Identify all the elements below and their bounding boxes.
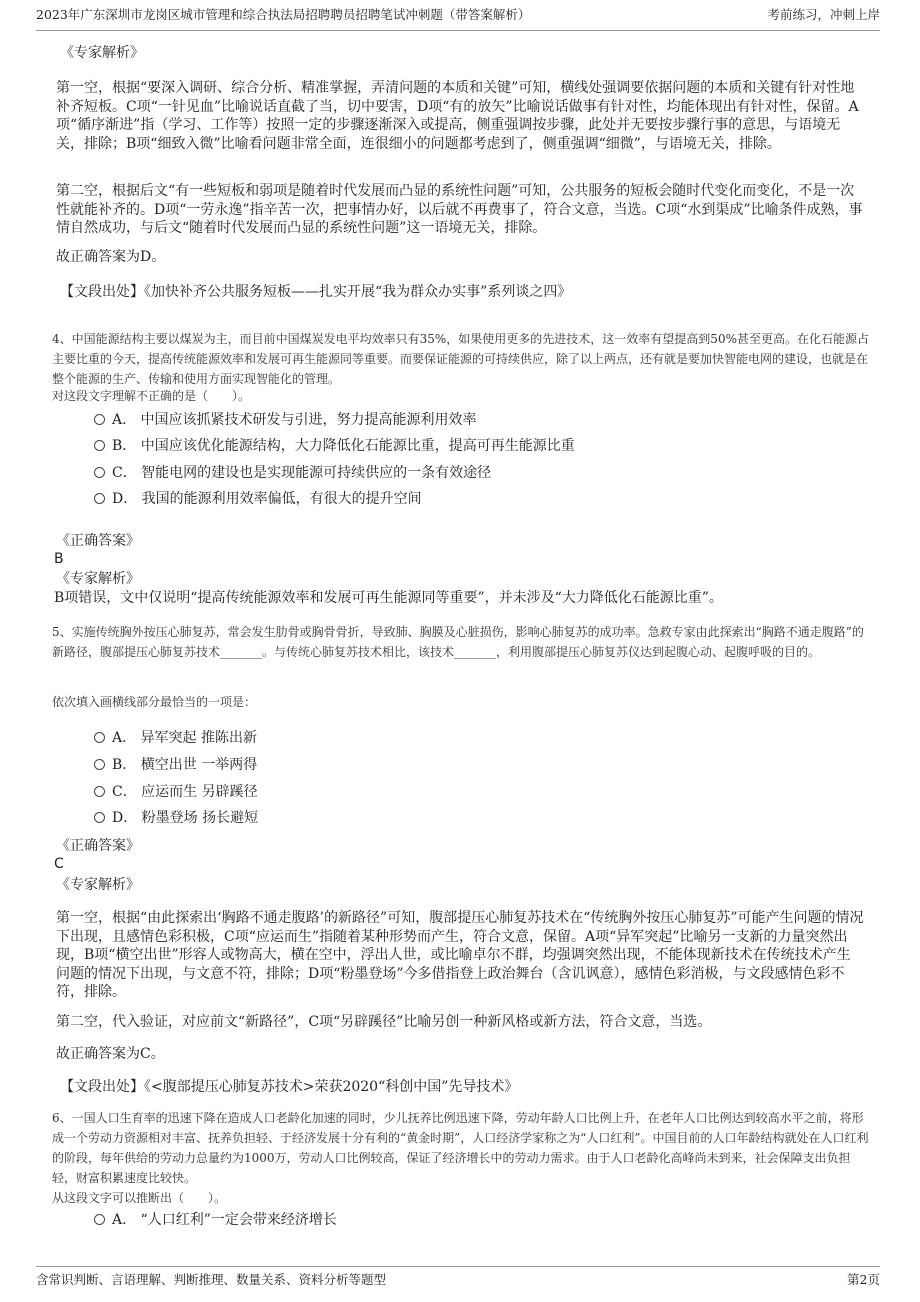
- q4-analysis-label: 《专家解析》: [56, 571, 140, 587]
- q4-option-c[interactable]: [94, 463, 491, 483]
- q5-option-a[interactable]: [94, 728, 257, 748]
- q4-stem: 4、中国能源结构主要以煤炭为主，而目前中国煤炭发电平均效率只有35%，如果使用更多的先进技术，这一效率有望提高到50%甚至更高。在化石能源占主要比重的今天，提高传统能源效率和发展可再生能源同等重要。而要保证能源的可持续供应，除了以上两点，还有就是要加快智能电网的建设，也就是在整个能源的生产、传输和使用方面实现智能化的管理。: [52, 332, 869, 386]
- q5-analysis-paragraph-1: 第一空，根据“由此探索出‘胸路不通走腹路’的新路径”可知，腹部提压心肺复苏技术在“传统胸外按压心肺复苏”可能产生问题的情况下出现，且感情色彩积极，C项“应运而生”指随着某种形势而产生，符合文意，保留。A项“异军突起”比喻另一支新的力量突然出现，B项“横空出世”形容人或物高大，横在空中，浮出人世，或比喻卓尔不群，均强调突然出现，不能体现新技术在传统技术产生问题的情况下出现，与文意不符，排除；D项“粉墨登场”今多借指登上政治舞台（含讥讽意），感情色彩消极，与文段感情色彩不符，排除。: [56, 910, 864, 1001]
- q3-analysis-label: 《专家解析》: [60, 45, 144, 61]
- q5-answer-label: 《正确答案》: [56, 838, 140, 854]
- q4-answer-label: 《正确答案》: [56, 533, 140, 549]
- page-footer: [36, 1266, 880, 1295]
- radio-icon[interactable]: [94, 493, 105, 504]
- q6-question: 从这段文字可以推断出（ ）。: [52, 1191, 227, 1205]
- q5-analysis-paragraph-2: 第二空，代入验证，对应前文“新路径”，C项“另辟蹊径”比喻另创一种新风格或新方法，符合文意，当选。: [56, 1014, 712, 1030]
- q5-option-c[interactable]: [94, 782, 258, 802]
- radio-icon[interactable]: [94, 732, 105, 743]
- q5-option-a-text: A． 异军突起 推陈出新: [112, 730, 258, 746]
- page-number: 第2页: [847, 1272, 880, 1287]
- radio-icon[interactable]: [94, 786, 105, 797]
- page-header: [36, 0, 880, 31]
- q4-option-a-text: A． 中国应该抓紧技术研发与引进，努力提高能源利用效率: [112, 412, 477, 428]
- q3-conclusion: 故正确答案为D。: [56, 249, 166, 265]
- q4-question: 对这段文字理解不正确的是（ ）。: [52, 389, 251, 403]
- q4-option-d-text: D． 我国的能源利用效率偏低，有很大的提升空间: [112, 491, 422, 507]
- radio-icon[interactable]: [94, 759, 105, 770]
- q3-analysis-paragraph-1: 第一空，根据“要深入调研、综合分析、精准掌握，弄清问题的本质和关键”可知，横线处强调要依据问题的本质和关键有针对性地补齐短板。C项“一针见血”比喻说话直截了当，切中要害，D项“有的放矢”比喻说话做事有针对性，均能体现出有针对性，保留。A项“循序渐进”指（学习、工作等）按照一定的步骤逐渐深入或提高，侧重强调按步骤，此处并无要按步骤行事的意思，与语境无关，排除；B项“细致入微”比喻看问题非常全面，连很细小的问题都考虑到了，侧重强调“细微”，与语境无关，排除。: [56, 80, 859, 152]
- radio-icon[interactable]: [94, 467, 105, 478]
- q5-option-b[interactable]: [94, 755, 257, 775]
- header-title: 2023年广东深圳市龙岗区城市管理和综合执法局招聘聘员招聘笔试冲刺题（带答案解析）: [36, 7, 531, 22]
- q5-option-c-text: C． 应运而生 另辟蹊径: [112, 784, 258, 800]
- q4-option-b[interactable]: [94, 436, 575, 456]
- radio-icon[interactable]: [94, 440, 105, 451]
- q6-option-a-text: A． “人口红利”一定会带来经济增长: [112, 1212, 337, 1228]
- q6-option-a[interactable]: [94, 1210, 337, 1230]
- q4-answer: B: [54, 551, 64, 567]
- q5-answer: C: [54, 856, 64, 872]
- q5-stem: 5、实施传统胸外按压心肺复苏，常会发生肋骨或胸骨骨折，导致肺、胸膜及心脏损伤，影响心肺复苏的成功率。急救专家由此探索出“胸路不通走腹路”的新路径，腹部提压心肺复苏技术_______。与传统心肺复苏技术相比，该技术_______，利用腹部提压心肺复苏仪达到起腹心动、起腹呼吸的目的。: [52, 625, 864, 659]
- header-slogan: 考前练习，冲刺上岸: [767, 7, 880, 22]
- q5-option-d[interactable]: [94, 808, 258, 828]
- q5-analysis-label: 《专家解析》: [56, 877, 140, 893]
- footer-note: 含常识判断、言语理解、判断推理、数量关系、资料分析等题型: [36, 1272, 387, 1287]
- q4-option-c-text: C． 智能电网的建设也是实现能源可持续供应的一条有效途径: [112, 465, 492, 481]
- q4-option-b-text: B． 中国应该优化能源结构，大力降低化石能源比重，提高可再生能源比重: [112, 438, 575, 454]
- radio-icon[interactable]: [94, 812, 105, 823]
- q6-stem: 6、一国人口生育率的迅速下降在造成人口老龄化加速的同时，少儿抚养比例迅速下降，劳动年龄人口比例上升，在老年人口比例达到较高水平之前，将形成一个劳动力资源相对丰富、抚养负担轻、于经济发展十分有利的“黄金时期”，人口经济学家称之为“人口红利”。中国目前的人口年龄结构就处在人口红利的阶段，每年供给的劳动力总量约为1000万，劳动人口比例较高，保证了经济增长中的劳动力需求。由于人口老龄化高峰尚未到来，社会保障支出负担轻，财富积累速度比较快。: [52, 1111, 869, 1185]
- q3-analysis-paragraph-2: 第二空，根据后文“有一些短板和弱项是随着时代发展而凸显的系统性问题”可知，公共服务的短板会随时代变化而变化，不是一次性就能补齐的。D项“一劳永逸”指辛苦一次，把事情办好，以后就不再费事了，符合文意，当选。C项“水到渠成”比喻条件成熟，事情自然成功，与后文“随着时代发展而凸显的系统性问题”这一语境无关，排除。: [56, 183, 863, 237]
- q5-conclusion: 故正确答案为C。: [56, 1046, 165, 1062]
- q4-option-d[interactable]: [94, 489, 422, 509]
- q5-source: 【文段出处】《<腹部提压心肺复苏技术>荣获2020“科创中国”先导技术》: [60, 1079, 519, 1095]
- q4-option-a[interactable]: [94, 410, 477, 430]
- q5-option-b-text: B． 横空出世 一举两得: [112, 757, 258, 773]
- radio-icon[interactable]: [94, 1214, 105, 1225]
- q4-analysis: B项错误，文中仅说明“提高传统能源效率和发展可再生能源同等重要”，并未涉及“大力降低化石能源比重”。: [54, 590, 723, 606]
- q5-option-d-text: D． 粉墨登场 扬长避短: [112, 810, 259, 826]
- radio-icon[interactable]: [94, 414, 105, 425]
- q3-source: 【文段出处】《加快补齐公共服务短板——扎实开展“我为群众办实事”系列谈之四》: [60, 284, 572, 300]
- q5-question: 依次填入画横线部分最恰当的一项是：: [52, 695, 257, 709]
